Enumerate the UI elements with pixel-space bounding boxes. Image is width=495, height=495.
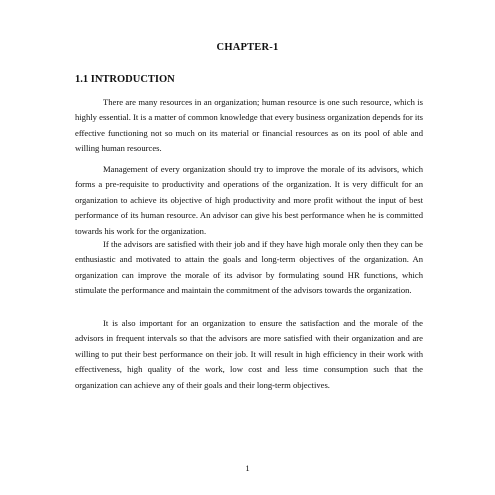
paragraph-3: If the advisors are satisfied with their job and if they have high morale only then they can be enthusiastic and motivated to attain the goals and long-term objectives of the organization. An organization can improve the morale of its advisor by formulating sound HR functions, which stimulate the performance and maintain the commitment of the advisors towards the organization.: [75, 239, 423, 296]
chapter-title: CHAPTER-1: [216, 42, 279, 53]
paragraph-4: It is also important for an organization to ensure the satisfaction and the morale of the advisors in frequent intervals so that the advisors are more satisfied with their organization and are willing to put their best performance on their job. It will result in high efficiency in their work with effectiveness, high quality of the work, low cost and less time consumption such that the organization can achieve any of their goals and their long-term objectives.: [75, 318, 423, 390]
page-number: 1: [245, 463, 250, 473]
paragraph-2: Management of every organization should try to improve the morale of its advisors, which forms a pre-requisite to productivity and operations of the organization. It is very difficult for an organization to achieve its objective of high productivity and more profit without the input of best performance of its human resource. An advisor can give his best performance when he is committed towards his work for the organization.: [75, 164, 423, 236]
section-heading: 1.1 INTRODUCTION: [75, 74, 175, 85]
paragraph-1: There are many resources in an organization; human resource is one such resource, which is highly essential. It is a matter of common knowledge that every business organization depends for its effective functioning not so much on its material or financial resources as on its pool of able and willing human resources.: [75, 97, 423, 154]
